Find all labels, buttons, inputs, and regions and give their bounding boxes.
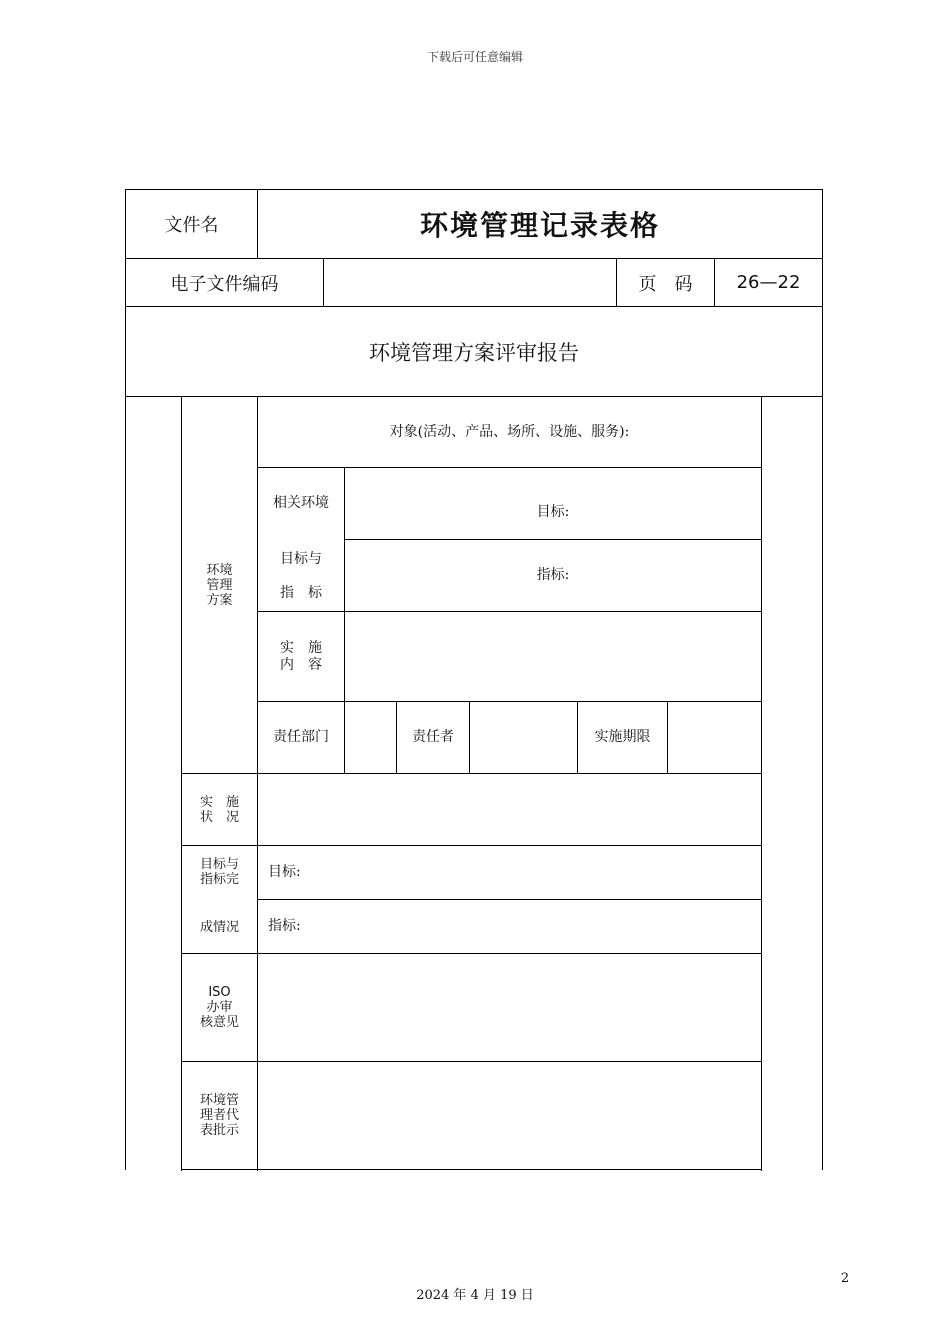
deadline-label: 实施期限 [594, 729, 651, 745]
completion-indicator: 指标: [268, 918, 301, 934]
rep-field[interactable] [258, 1062, 761, 1169]
target-group-label-1: 相关环境 [273, 494, 329, 511]
completion-label-1: 目标与 指标完 [199, 857, 239, 887]
completion-label-2: 成情况 [199, 919, 239, 935]
file-name-value: 环境管理记录表格 [419, 209, 660, 242]
target-group-label-2: 目标与 指 标 [280, 551, 322, 601]
dept-label: 责任部门 [273, 729, 329, 745]
header-note: 下载后可任意编辑 [426, 49, 523, 64]
completion-target: 目标: [268, 864, 301, 880]
page-label: 页 码 [638, 273, 693, 295]
content-label: 实 施 内 容 [280, 639, 322, 673]
content-field[interactable] [345, 612, 761, 701]
person-label: 责任者 [412, 729, 454, 745]
code-value[interactable] [324, 259, 616, 306]
iso-label: ISO 办审 核意见 [199, 985, 239, 1030]
person-field[interactable] [470, 702, 577, 773]
dept-field[interactable] [345, 702, 396, 773]
rep-label: 环境管 理者代 表批示 [199, 1093, 239, 1138]
code-label: 电子文件编码 [170, 273, 279, 295]
status-label: 实 施 状 况 [199, 794, 239, 825]
object-label: 对象(活动、产品、场所、设施、服务): [389, 423, 630, 440]
indicator-label: 指标: [536, 567, 570, 583]
plan-section-label: 环境 管理 方案 [206, 562, 233, 608]
page-value: 26—22 [736, 272, 801, 293]
report-title: 环境管理方案评审报告 [369, 340, 579, 365]
deadline-field[interactable] [668, 702, 761, 773]
page-number: 2 [840, 1270, 850, 1286]
footer-date: 2024 年 4 月 19 日 [416, 1287, 534, 1303]
iso-field[interactable] [258, 954, 761, 1061]
status-field[interactable] [258, 774, 761, 845]
file-name-label: 文件名 [164, 215, 219, 236]
target-label: 目标: [536, 503, 570, 520]
